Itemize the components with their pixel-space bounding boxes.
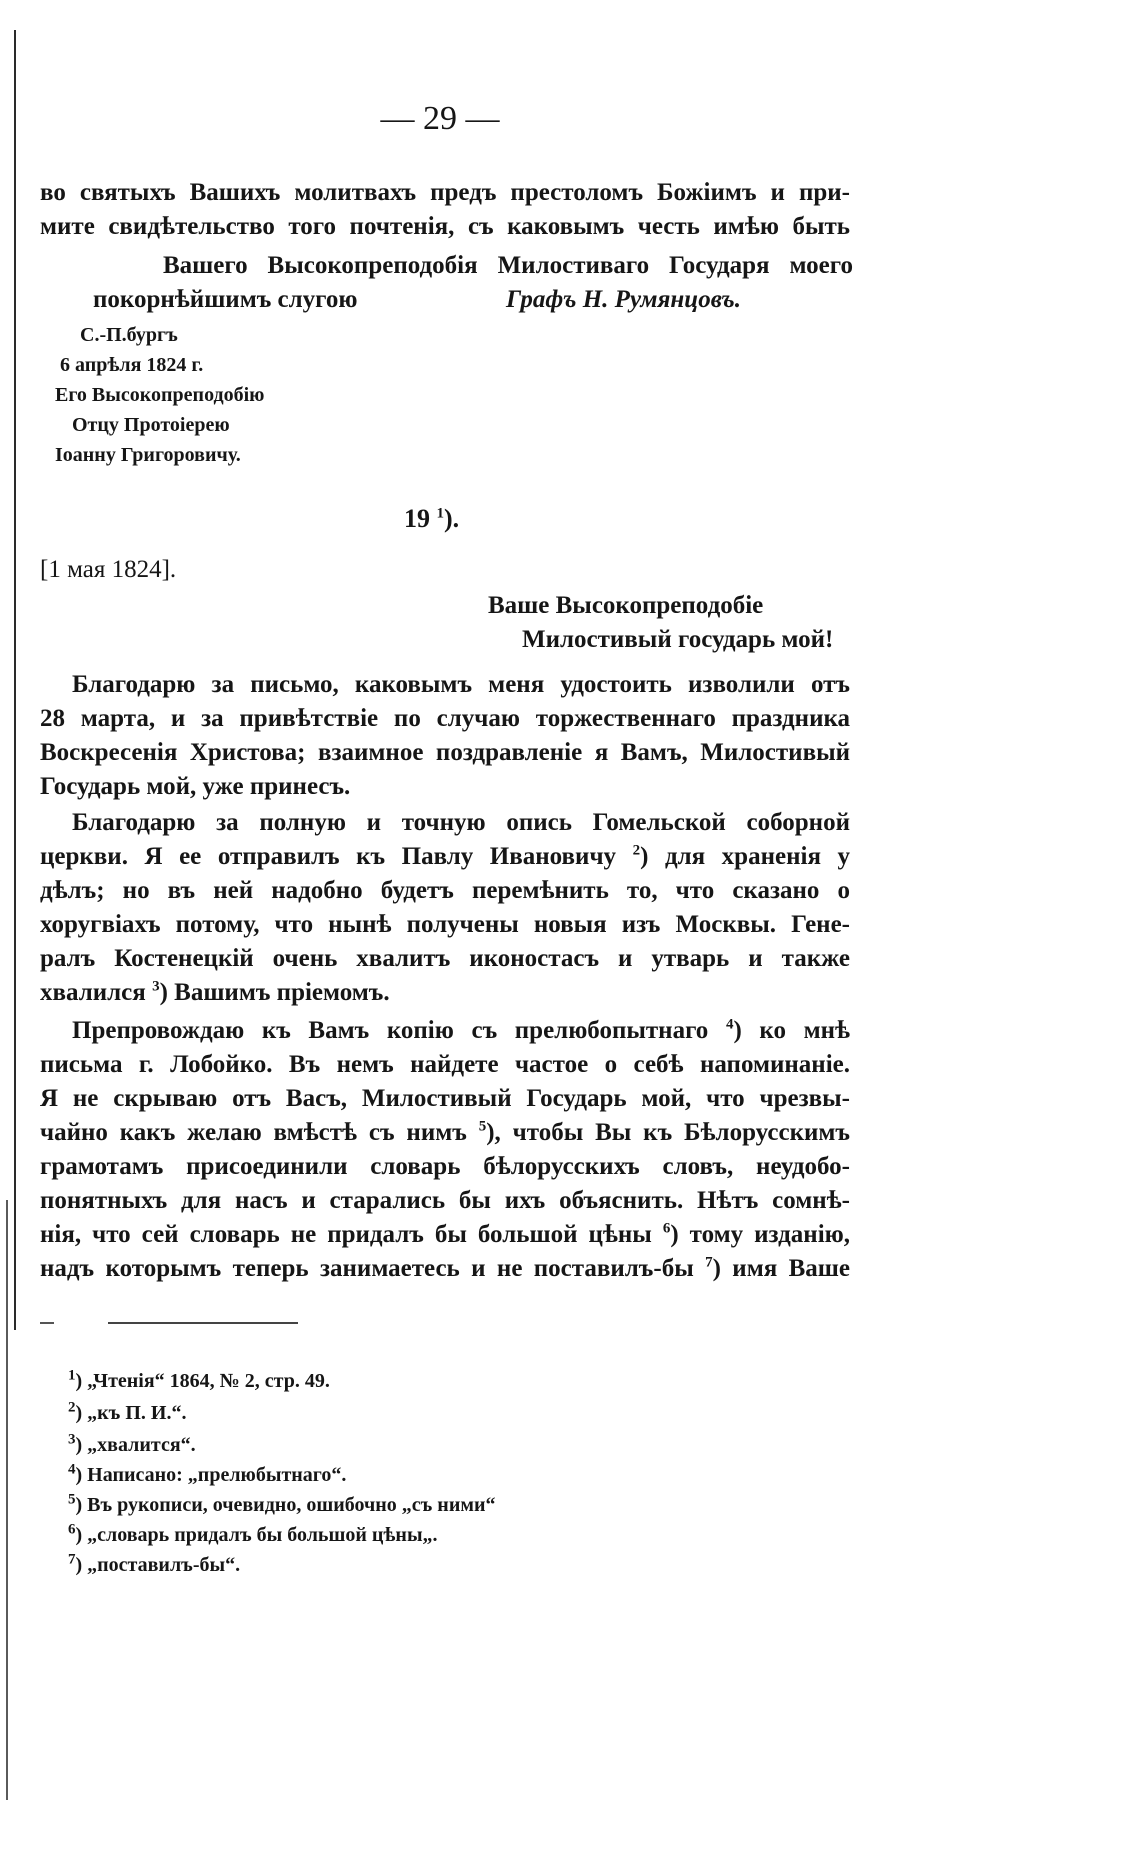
place: С.-П.бургъ — [80, 324, 178, 346]
footnote-mark: 1 — [436, 505, 444, 522]
footnote-mark: 5 — [68, 1491, 76, 1508]
footnote-3 — [68, 1431, 196, 1457]
footnote-text: ) „къ П. И.“. — [75, 1402, 187, 1424]
text-span: хвалился — [40, 979, 146, 1006]
text-line: Благодарю за полную и точную опись Гомельской соборной — [72, 809, 850, 836]
footnote-mark: 6 — [68, 1521, 76, 1538]
page-edge-line-lower — [6, 1200, 8, 1800]
footnote-separator-dash — [40, 1322, 54, 1324]
paragraph-1 — [40, 668, 850, 804]
text-line: Благодарю за письмо, каковымъ меня удостоить изволили отъ — [72, 671, 850, 698]
footnote-mark: 4 — [725, 1016, 734, 1033]
closing-line-2: покорнѣйшимъ слугою — [93, 286, 358, 313]
text-line — [40, 1014, 850, 1048]
letter-date: 6 апрѣля 1824 г. — [60, 354, 204, 376]
text-span: нія, что сей словарь не придалъ бы большой цѣны — [40, 1221, 652, 1248]
footnote-mark: 3 — [152, 978, 160, 995]
footnote-separator — [108, 1322, 298, 1324]
text-span: ) Вашимъ пріемомъ. — [159, 979, 390, 1006]
footnote-mark: 3 — [68, 1431, 76, 1448]
letter-date-bracket: [1 мая 1824]. — [40, 556, 177, 583]
footnote-mark: 2 — [632, 842, 641, 859]
footnote-mark: 4 — [68, 1461, 76, 1478]
text-line: грамотамъ присоединили словарь бѣлорусскихъ словъ, неудобо- — [40, 1153, 850, 1180]
footnote-4 — [68, 1461, 347, 1487]
signature: Графъ Н. Румянцовъ. — [506, 286, 741, 313]
text-line: дѣлъ; но въ ней надобно будетъ перемѣнить то, что сказано о — [40, 877, 850, 904]
text-span: ) для храненія у — [640, 843, 850, 870]
footnote-mark: 7 — [705, 1254, 713, 1271]
addressee-line-1: Его Высокопреподобію — [55, 384, 265, 406]
footnote-7 — [68, 1551, 241, 1577]
salutation-line-2: Милостивый государь мой! — [522, 626, 834, 653]
footnote-5 — [68, 1491, 496, 1517]
text-span: Препровождаю къ Вамъ копію съ прелюбопытнаго — [72, 1017, 709, 1044]
text-span: церкви. Я ее отправилъ къ Павлу Ивановичу — [40, 843, 617, 870]
footnote-text: ) Написано: „прелюбытнаго“. — [75, 1464, 347, 1486]
letter-number-text: 19 — [404, 504, 430, 533]
footnote-text: ) „поставилъ-бы“. — [75, 1554, 241, 1576]
footnote-6 — [68, 1521, 438, 1547]
footnote-text: ) „хвалится“. — [75, 1434, 196, 1456]
text-line: 28 марта, и за привѣтствіе по случаю торжественнаго праздника — [40, 705, 850, 732]
text-span: ), чтобы Вы къ Бѣлорусскимъ — [486, 1119, 850, 1146]
text-span: ) имя Ваше — [712, 1255, 850, 1282]
text-span: надъ которымъ теперь занимаетесь и не поставилъ-бы — [40, 1255, 694, 1282]
text-line: письма г. Лобойко. Въ немъ найдете частое о себѣ напоминаніе. — [40, 1051, 850, 1078]
footnote-text: ) „Чтенія“ 1864, № 2, стр. 49. — [75, 1370, 330, 1392]
page-number: — 29 — — [380, 100, 500, 137]
closing-text: Вашего Высокопреподобія Милостиваго Государя моего — [163, 252, 853, 279]
page-edge-line — [14, 30, 16, 1330]
salutation-line-1: Ваше Высокопреподобіе — [488, 592, 764, 619]
footnote-mark: 2 — [68, 1399, 76, 1416]
closing-line-1 — [163, 252, 853, 280]
intro-paragraph — [40, 176, 850, 244]
footnote-mark: 1 — [68, 1367, 76, 1384]
text-span: ) тому изданію, — [670, 1221, 851, 1248]
text-line: хоругвіахъ потому, что нынѣ получены новыя изъ Москвы. Гене- — [40, 911, 850, 938]
text-span: ) ко мнѣ — [733, 1017, 851, 1044]
paragraph-2 — [40, 806, 850, 1010]
text-line: мите свидѣтельство того почтенія, съ каковымъ честь имѣю быть — [40, 213, 850, 240]
text-line — [40, 1116, 850, 1150]
addressee-line-2: Отцу Протоіерею — [72, 414, 230, 436]
footnote-mark: 5 — [478, 1118, 487, 1135]
footnote-mark: 7 — [68, 1551, 76, 1568]
text-line — [40, 976, 850, 1010]
text-line: Я не скрываю отъ Васъ, Милостивый Государь мой, что чрезвы- — [40, 1085, 850, 1112]
footnote-mark: 6 — [662, 1220, 671, 1237]
text-line: ралъ Костенецкій очень хвалитъ иконостасъ и утварь и также — [40, 945, 850, 972]
paragraph-3 — [40, 1014, 850, 1286]
text-line: Государь мой, уже принесъ. — [40, 773, 351, 800]
text-line: Воскресенія Христова; взаимное поздравленіе я Вамъ, Милостивый — [40, 739, 850, 766]
footnote-2 — [68, 1399, 187, 1425]
letter-number-suffix: ). — [444, 504, 460, 533]
text-line: понятныхъ для насъ и старались бы ихъ объяснить. Нѣтъ сомнѣ- — [40, 1187, 850, 1214]
text-line — [40, 1218, 850, 1252]
footnote-text: ) „словарь придалъ бы большой цѣны„. — [75, 1524, 438, 1546]
footnote-1 — [68, 1367, 330, 1393]
letter-number — [404, 504, 459, 534]
text-line — [40, 840, 850, 874]
text-span: чайно какъ желаю вмѣстѣ съ нимъ — [40, 1119, 467, 1146]
text-line: во святыхъ Вашихъ молитвахъ предъ престоломъ Божіимъ и при- — [40, 179, 850, 206]
addressee-line-3: Іоанну Григоровичу. — [55, 444, 241, 466]
footnote-text: ) Въ рукописи, очевидно, ошибочно „съ ними“ — [75, 1494, 496, 1516]
text-line — [40, 1252, 850, 1286]
